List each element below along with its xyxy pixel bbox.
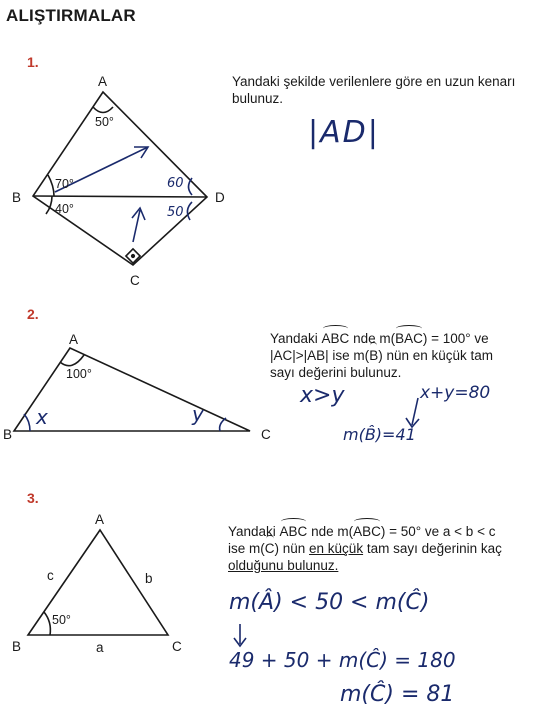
q3-side-a: a: [96, 640, 104, 655]
q3-vertex-b: B: [12, 639, 22, 654]
q2-hand-sum: x+y=80: [420, 383, 491, 403]
q1-vertex-d: D: [215, 190, 225, 205]
q1-hand-angle-d1: 60: [167, 176, 184, 191]
q1-angle-a-label: 50°: [95, 115, 114, 129]
q3-side-c: c: [47, 568, 54, 583]
q1-vertex-c: C: [130, 273, 140, 288]
q2-vertex-c: C: [261, 427, 271, 442]
q3-number: 3.: [27, 490, 39, 506]
q2-hand-x: x: [36, 405, 48, 429]
q3-hand-line3: m(Ĉ) = 81: [340, 682, 455, 707]
q1-vertex-b: B: [12, 190, 22, 205]
q3-angle-b-label: 50°: [52, 613, 71, 627]
q1-angle-a-arc: [93, 107, 113, 113]
q3-line2: ise m(C) nün en küçük tam sayı değerinin kaç: [228, 541, 502, 556]
page-title: ALIŞTIRMALAR: [6, 6, 136, 25]
q3-side-b: b: [145, 571, 153, 586]
q2-hand-y: y: [192, 402, 204, 426]
q1-angle-b2-label: 40°: [55, 202, 74, 216]
q1-right-angle-dot: [132, 255, 135, 258]
q3-line3: olduğunu bulunuz.: [228, 558, 339, 573]
q1-hand-answer: |AD|: [308, 115, 380, 150]
q2-vertex-a: A: [69, 332, 79, 347]
q2-question-text: [270, 330, 555, 381]
q2-line2: |AC|>|AB| ise m(B) nün en küçük tam: [270, 348, 494, 363]
q3-angle-b-arc: [44, 612, 50, 635]
q1-angle-b1-label: 70°: [55, 177, 74, 191]
q3-hand-line1: m(Â) < 50 < m(Ĉ): [229, 590, 430, 615]
q1-diagonal-bd: [33, 196, 207, 197]
q2-hand-result: m(B̂)=41: [343, 425, 416, 444]
q1-angle-b-arc1: [48, 175, 54, 196]
q2-line1: Yandaki ABC nde m(BAC) = 100° ve: [270, 331, 489, 346]
q2-triangle: [14, 348, 250, 431]
q3-hand-line2: 49 + 50 + m(Ĉ) = 180: [229, 648, 456, 672]
q1-vertex-a: A: [98, 74, 108, 89]
q3-handwriting-strokes: [234, 624, 246, 646]
q2-number: 2.: [27, 306, 39, 322]
q2-hand-inequality: x>y: [300, 383, 345, 408]
q2-vertex-b: B: [3, 427, 13, 442]
q3-vertex-a: A: [95, 512, 105, 527]
q2-hand-arc-b: [24, 414, 30, 431]
q3-vertex-c: C: [172, 639, 182, 654]
q1-hand-angle-d2: 50: [167, 205, 184, 220]
q1-question-text: Yandaki şekilde verilenlere göre en uzun kenarı bulunuz.: [232, 74, 516, 106]
q1-number: 1.: [27, 54, 39, 70]
q2-figure: [14, 348, 250, 431]
q3-line1: Yandaki ABC nde m(ABC) = 50° ve a < b < c: [228, 524, 496, 539]
q2-line3: sayı değerini bulunuz.: [270, 365, 402, 380]
q3-question-text: [228, 523, 558, 574]
q2-angle-a-label: 100°: [66, 367, 92, 381]
